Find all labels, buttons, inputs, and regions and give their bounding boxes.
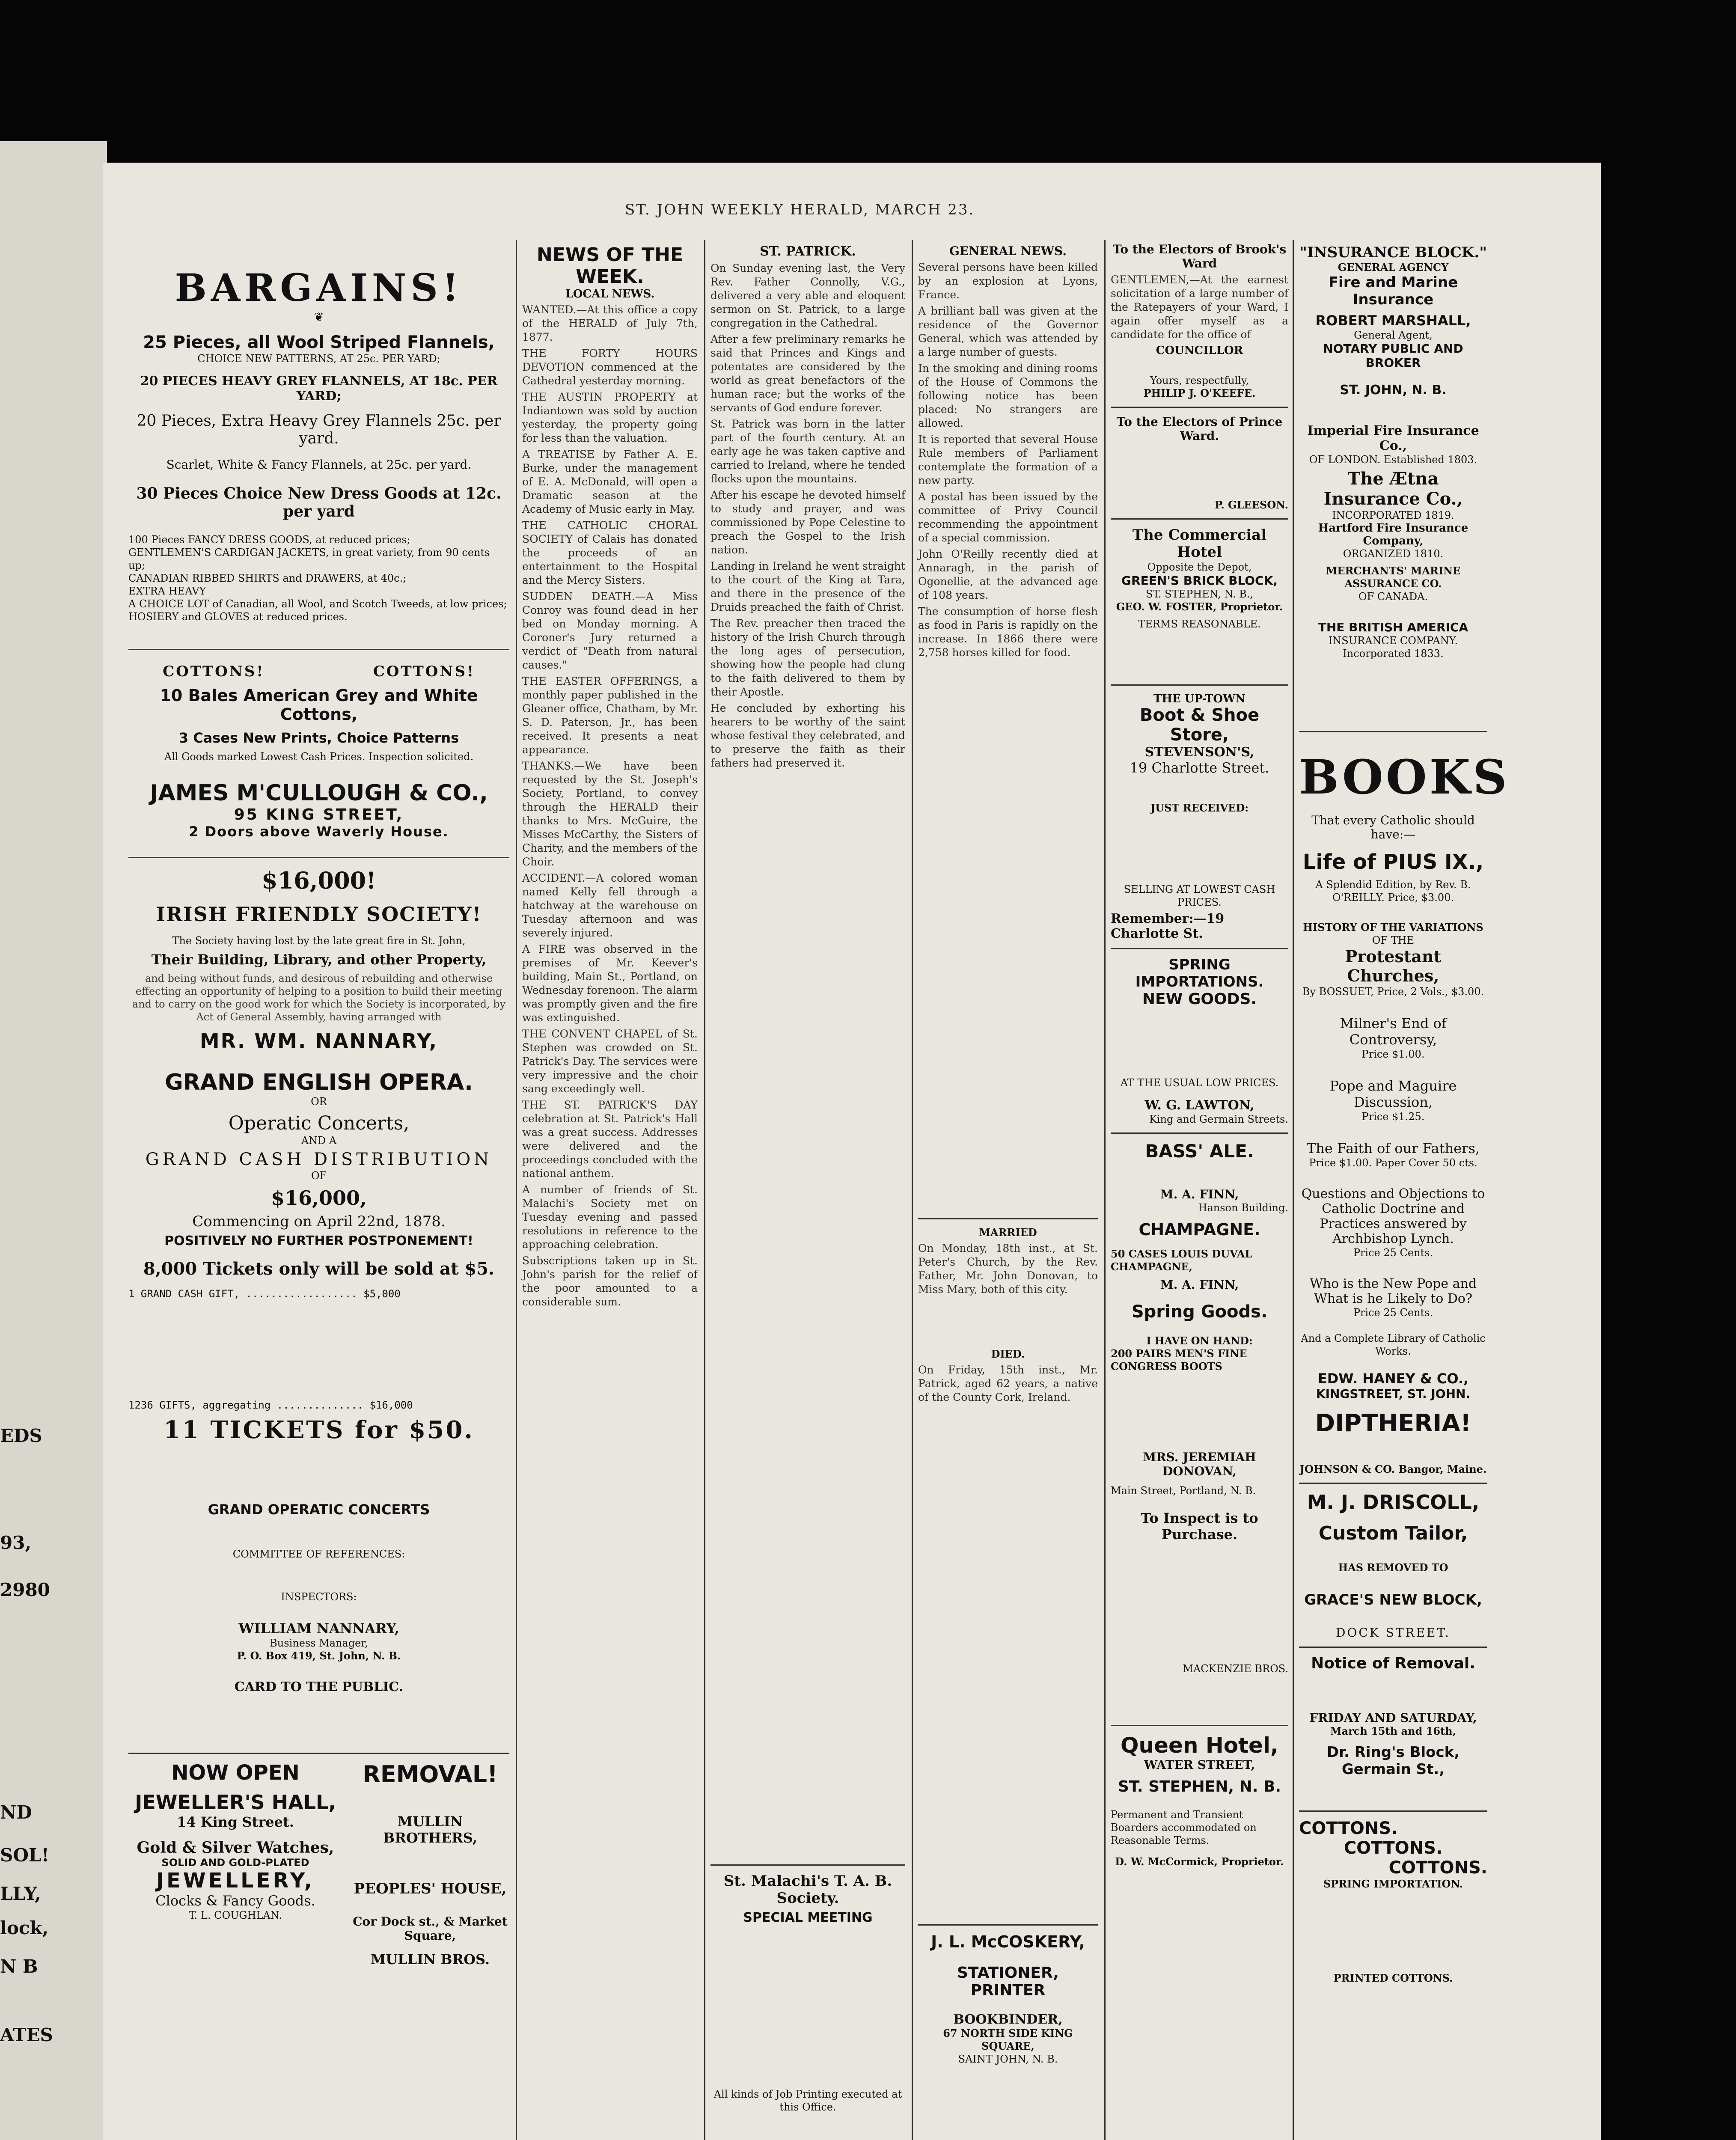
peoples-house: PEOPLES' HOUSE, <box>354 1880 507 1897</box>
news-paragraph: THANKS.—We have been requested by the St. Joseph's Society, Portland, to convey through the HERALD their thanks to Mrs. McGuire, the Misses McCarthy, the Sisters of Charity, and the members of the Choir. <box>522 760 698 868</box>
faith-fathers: The Faith of our Fathers, <box>1306 1140 1480 1156</box>
friday-saturday: FRIDAY AND SATURDAY, <box>1309 1711 1477 1725</box>
news-paragraph: Several persons have been killed by an explosion at Lyons, France. <box>918 261 1098 301</box>
concerts-title: Operatic Concerts, <box>228 1112 410 1134</box>
card-title: CARD TO THE PUBLIC. <box>234 1679 404 1694</box>
diptheria: DIPTHERIA! <box>1315 1409 1471 1437</box>
spring-importation: SPRING IMPORTATION. <box>1323 1878 1463 1890</box>
merchant-doors: 2 Doors above Waverly House. <box>189 823 449 840</box>
article-paragraph: After his escape he devoted himself to study and prayer, and was commissioned by Pope Celestine to preach the Gospel to the Irish nation. <box>710 489 905 556</box>
nannary-name: MR. WM. NANNARY, <box>199 1029 438 1052</box>
of-the: OF THE <box>1372 934 1415 946</box>
notary-public: NOTARY PUBLIC AND BROKER <box>1323 342 1463 370</box>
ad-line: 100 Pieces FANCY DRESS GOODS, at reduced prices; <box>128 534 410 546</box>
society-title: IRISH FRIENDLY SOCIETY! <box>156 903 482 926</box>
jewellers-street: 14 King Street. <box>177 1814 294 1830</box>
job-printing: All kinds of Job Printing executed at this Office. <box>713 2088 902 2113</box>
ad-line: 30 Pieces Choice New Dress Goods at 12c. per yard <box>136 484 502 520</box>
new-goods: NEW GOODS. <box>1142 990 1257 1008</box>
news-paragraph: SUDDEN DEATH.—A Miss Conroy was found dead in her bed on Monday morning. A Coroner's Jury returned a verdict of "Death from natural causes." <box>522 590 698 671</box>
charlotte-street: 19 Charlotte Street. <box>1130 760 1269 776</box>
have-on-hand: I HAVE ON HAND: <box>1146 1335 1253 1347</box>
electors-text: GENTLEMEN,—At the earnest solicitation of a large number of the Ratepayers of your Ward, I again offer myself as a candidate for the office of <box>1111 273 1288 341</box>
haney-name: EDW. HANEY & CO., <box>1317 1370 1469 1387</box>
lawton: W. G. LAWTON, <box>1144 1098 1254 1113</box>
news-paragraph: THE ST. PATRICK'S DAY celebration at St. Patrick's Hall was a great success. Addresses were delivered and the proceedings concluded with the national anthem. <box>522 1099 698 1180</box>
tickets-eleven: 11 TICKETS for $50. <box>163 1416 474 1444</box>
news-paragraph: A TREATISE by Father A. E. Burke, under the management of E. A. McDonald, will open a Dramatic season at the Academy of Music early in May. <box>522 448 698 515</box>
complete-library: And a Complete Library of Catholic Works. <box>1301 1332 1486 1357</box>
ad-line: HOSIERY and GLOVES at reduced prices. <box>128 611 348 623</box>
boot-shoe-store: Boot & Shoe Store, <box>1139 705 1260 745</box>
hotel-town: ST. STEPHEN, N. B., <box>1145 588 1254 600</box>
british-incorporated: INSURANCE COMPANY. Incorporated 1833. <box>1328 635 1458 660</box>
hotel-terms: TERMS REASONABLE. <box>1138 618 1261 630</box>
or-text: OR <box>311 1096 327 1108</box>
column-insurance-books <box>1299 240 1510 2140</box>
johnson-co: JOHNSON & CO. Bangor, Maine. <box>1299 1463 1487 1475</box>
imperial-london: OF LONDON. Established 1803. <box>1309 454 1477 466</box>
news-subtitle: LOCAL NEWS. <box>565 288 655 300</box>
manager-name: WILLIAM NANNARY, <box>238 1620 399 1637</box>
news-paragraph: THE CATHOLIC CHORAL SOCIETY of Calais has donated the proceeds of an entertainment to the Hospital and the Mercy Sisters. <box>522 519 698 586</box>
jeweller-name: T. L. COUGHLAN. <box>189 1909 282 1921</box>
stationer-city: SAINT JOHN, N. B. <box>958 2053 1058 2065</box>
commencing-date: Commencing on April 22nd, 1878. <box>192 1213 446 1230</box>
fragment-text: 2980 <box>0 1579 50 1600</box>
queen-hotel: Queen Hotel, <box>1120 1733 1279 1758</box>
news-paragraph: THE EASTER OFFERINGS, a monthly paper published in the Gleaner office, Chatham, by Mr. S. D. Paterson, Jr., has been received. It presents a neat appearance. <box>522 675 698 756</box>
electors-title: To the Electors of Brook's Ward <box>1112 242 1287 270</box>
councillor: COUNCILLOR <box>1156 344 1243 357</box>
died-title: DIED. <box>991 1348 1025 1360</box>
column-general-news <box>918 240 1098 2140</box>
now-open: NOW OPEN <box>171 1761 300 1785</box>
stationer-title: STATIONER, PRINTER <box>957 1964 1059 1999</box>
stationer-address: 67 NORTH SIDE KING SQUARE, <box>943 2027 1073 2052</box>
news-paragraph: Subscriptions taken up in St. John's parish for the relief of the poor amounted to a considerable sum. <box>522 1254 698 1308</box>
married-notice: On Monday, 18th inst., at St. Peter's Church, by the Rev. Father, Mr. John Donovan, to Miss Mary, both of this city. <box>918 1242 1098 1296</box>
column-rule <box>1293 240 1294 2140</box>
ring-block: Dr. Ring's Block, Germain St., <box>1326 1744 1460 1778</box>
mullin-bros: MULLIN BROS. <box>370 1951 490 1968</box>
column-st-patrick <box>710 240 905 2140</box>
news-paragraph: A FIRE was observed in the premises of Mr. Keever's building, Main St., Portland, on Wednesday forenoon. The alarm was promptly given and the fire was extinguished. <box>522 943 698 1024</box>
jewellers-hall: JEWELLER'S HALL, <box>135 1791 336 1814</box>
electors-title-2: To the Electors of Prince Ward. <box>1116 415 1283 443</box>
manager-title: Business Manager, <box>270 1637 368 1649</box>
inspectors-title: INSPECTORS: <box>281 1591 357 1603</box>
driscoll-name: M. J. DRISCOLL, <box>1307 1491 1480 1514</box>
column-advertisements: BARGAINS! ❦ 25 Pieces, all Wool Striped Flannels, CHOICE NEW PATTERNS, AT 25c. PER YARD; 20 PIECES HEAVY GREY FLANNELS, AT 18c. PER YARD; 20 Pieces, Extra Heavy Grey Flannels 25c. per yard. Scarlet, White & Fancy Flannels, at 25c. per yard. 30 Pieces Choice New Dress Goods at 12c. per yard 100 Pieces FANCY DRESS GOODS, at reduced prices; GENTLEMEN'S CARDIGAN JACKETS, in great variety, from 90 cents up; CANADIAN RIBBED SHIRTS and DRAWERS, at 40c.; EXTRA HEAVY A CHOICE LOT of Canadian, all Wool, and Scotch Tweeds, at low prices; HOSIERY and GLOVES at reduced prices. COTTONS! COTTONS! 10 Bales American Grey and White Cottons, 3 Cases New Prints, Choice Patterns All Goods marked Lowest Cash Prices. Inspection solicited. JAMES M'CULLOUGH & CO., 95 KING STREET, 2 Doors above Waverly House. $16,000! IRISH FRIENDLY SOCIETY! The Society having lost by the late great fire in St. John, Their Building, Library, and other Property, and being without funds, and desirous of rebuilding and otherwise effecting an opportunity of helping to a position to build their meeting and to carry on the good work for which the Society is incorporated, by Act of General Assembly, having arranged with MR. WM. NANNARY, GRAND ENGLISH OPERA. OR Operatic Concerts, AND A GRAND CASH DISTRIBUTION OF $16,000, Commencing on April 22nd, 1878. POSITIVELY NO FURTHER POSTPONEMENT! 8,000 Tickets only will be sold at $5. 1 GRAND CASH GIFT, .................. $5,000 1236 GIFTS, aggregating .............. $16,000 11 TICKETS for $50. GRAND OPERATIC CONCERTS COMMITTEE OF REFERENCES: INSPECTORS: WILLIAM NANNARY, Business Manager, P. O. Box 419, St. John, N. B. CARD TO THE PUBLIC. NOW OPEN JEWELLER'S HALL, 14 King Street. Gold & Silver Watches, SOLID AND GOLD-PLATED JEWELLERY, Clocks & Fancy Goods. T. L. COUGHLAN. REMOVAL! MULLIN BROTHERS, PEOPLES' HOUSE, Cor Dock st., & Market Square, MULLIN BROS. <box>128 240 509 2140</box>
article-paragraph: Landing in Ireland he went straight to the court of the King at Tara, and there in the presence of the Druids preached the faith of Christ. <box>710 560 905 613</box>
spring-importations: SPRING IMPORTATIONS. <box>1135 956 1264 990</box>
just-received: JUST RECEIVED: <box>1150 802 1249 814</box>
pope-maguire: Pope and Maguire Discussion, <box>1329 1078 1457 1110</box>
general-agency: GENERAL AGENCY <box>1338 261 1449 273</box>
merchant-street: 95 KING STREET, <box>234 806 404 823</box>
society-text: The Society having lost by the late great fire in St. John, <box>172 935 466 947</box>
custom-tailor: Custom Tailor, <box>1318 1522 1468 1544</box>
who-new-pope: Who is the New Pope and What is he Likely to Do? <box>1309 1276 1477 1306</box>
tickets-line: 8,000 Tickets only will be sold at $5. <box>143 1259 495 1279</box>
cottons-1: COTTONS. <box>1299 1819 1398 1838</box>
watches: Gold & Silver Watches, <box>137 1839 334 1857</box>
insurance-block: "INSURANCE BLOCK." <box>1299 244 1487 261</box>
news-paragraph: John O'Reilly recently died at Annaragh, in the parish of Ogonellie, at the advanced age of 108 years. <box>918 548 1098 601</box>
special-meeting: SPECIAL MEETING <box>743 1910 873 1925</box>
article-paragraph: St. Patrick was born in the latter part of the fourth century. At an early age he was taken captive and carried to Ireland, where he tended flocks upon the mountains. <box>710 418 905 485</box>
of-text: OF <box>311 1170 327 1182</box>
finn-address: Hanson Building. <box>1198 1202 1288 1214</box>
champagne: CHAMPAGNE. <box>1139 1220 1260 1239</box>
jewellery: JEWELLERY, <box>156 1869 315 1893</box>
queen-town: ST. STEPHEN, N. B. <box>1118 1778 1281 1795</box>
cottons-3: COTTONS. <box>1388 1858 1487 1878</box>
remember-address: Remember:—19 Charlotte St. <box>1111 911 1225 941</box>
gift-row: 1 GRAND CASH GIFT, .................. $5,000 <box>128 1288 401 1300</box>
amount: $16,000! <box>262 867 376 894</box>
general-news-title: GENERAL NEWS. <box>949 244 1067 258</box>
fragment-text: lock, <box>0 1917 49 1938</box>
fragment-text: ATES <box>0 2024 53 2045</box>
ad-line: Scarlet, White & Fancy Flannels, at 25c. per yard. <box>166 458 472 472</box>
st-malachi-title: St. Malachi's T. A. B. Society. <box>723 1872 892 1907</box>
lawton-address: King and Germain Streets. <box>1149 1113 1288 1125</box>
removal-title: REMOVAL! <box>363 1761 498 1788</box>
haney-address: KINGSTREET, ST. JOHN. <box>1316 1387 1471 1401</box>
ad-line: EXTRA HEAVY <box>128 585 206 597</box>
stevensons: STEVENSON'S, <box>1144 745 1254 760</box>
hotel-block: GREEN'S BRICK BLOCK, <box>1121 574 1278 588</box>
hotel-name: The Commercial Hotel <box>1132 526 1267 561</box>
news-paragraph: THE CONVENT CHAPEL of St. Stephen was crowded on St. Patrick's Day. The services were very impressive and the choir sang exceedingly well. <box>522 1028 698 1095</box>
milner-price: Price $1.00. <box>1361 1048 1425 1060</box>
clocks: Clocks & Fancy Goods. <box>155 1893 315 1909</box>
queen-proprietor: D. W. McCormick, Proprietor. <box>1115 1855 1284 1868</box>
column-rule <box>516 240 517 2140</box>
committee-title: COMMITTEE OF REFERENCES: <box>232 1548 405 1560</box>
hotel-proprietor: GEO. W. FOSTER, Proprietor. <box>1116 600 1283 613</box>
mackenzie-bros: MACKENZIE BROS. <box>1183 1663 1288 1675</box>
printed-cottons: PRINTED COTTONS. <box>1333 1972 1453 1984</box>
books-title: BOOKS <box>1299 749 1510 805</box>
ad-line: 25 Pieces, all Wool Striped Flannels, <box>143 333 495 352</box>
article-paragraph: On Sunday evening last, the Very Rev. Father Connolly, V.G., delivered a very able and eloquent sermon on St. Patrick, to a large congregation in the Cathedral. <box>710 262 905 329</box>
pope-price: Price $1.25. <box>1361 1111 1425 1123</box>
faith-price: Price $1.00. Paper Cover 50 cts. <box>1309 1157 1477 1169</box>
march-dates: March 15th and 16th, <box>1330 1725 1456 1737</box>
finn-name: M. A. FINN, <box>1160 1187 1239 1201</box>
mullin-brothers: MULLIN BROTHERS, <box>383 1813 477 1846</box>
aetna-incorporated: INCORPORATED 1819. <box>1332 509 1454 521</box>
general-agent: General Agent, <box>1354 329 1433 341</box>
british-america: THE BRITISH AMERICA <box>1318 620 1468 634</box>
signature-line: Yours, respectfully, <box>1150 374 1249 386</box>
news-paragraph: ACCIDENT.—A colored woman named Kelly fell through a hatchway at the warehouse on Tuesday afternoon and was severely injured. <box>522 872 698 939</box>
death-notice: On Friday, 15th inst., Mr. Patrick, aged 62 years, a native of the County Cork, Ireland. <box>918 1364 1098 1403</box>
news-paragraph: THE FORTY HOURS DEVOTION commenced at the Cathedral yesterday morning. <box>522 347 698 387</box>
pius-edition: A Splendid Edition, by Rev. B. O'REILLY. Price, $3.00. <box>1315 879 1471 904</box>
bookbinder: BOOKBINDER, <box>953 2012 1063 2027</box>
history-variations: HISTORY OF THE VARIATIONS <box>1303 921 1483 933</box>
fire-marine: Fire and Marine Insurance <box>1328 274 1458 308</box>
society-small: and being without funds, and desirous of rebuilding and otherwise effecting an opportunity of helping to a position to build their meeting and to carry on the good work for which the Society is incorporated, by Act of General Assembly, having arranged with <box>132 972 506 1023</box>
pairs-line: 200 PAIRS MEN'S FINE CONGRESS BOOTS <box>1111 1347 1247 1373</box>
stationer-name: J. L. McCOSKERY, <box>931 1932 1085 1951</box>
column-rule <box>704 240 705 2140</box>
ad-line: 20 PIECES HEAVY GREY FLANNELS, AT 18c. PER YARD; <box>140 374 498 404</box>
bass-ale: BASS' ALE. <box>1145 1141 1254 1162</box>
news-paragraph: It is reported that several House Rule members of Parliament contemplate the formation of a new party. <box>918 433 1098 487</box>
news-paragraph: In the smoking and dining rooms of the House of Commons the following notice has been placed: No strangers are allowed. <box>918 362 1098 429</box>
spring-goods: Spring Goods. <box>1131 1302 1268 1322</box>
news-paragraph: A number of friends of St. Malachi's Society met on Tuesday evening and passed resolutions in reference to the approaching celebration. <box>522 1183 698 1251</box>
finn-name-2: M. A. FINN, <box>1160 1278 1239 1292</box>
article-paragraph: He concluded by exhorting his hearers to be worthy of the saint whose festival they celebrated, and to preserve the faith as their fathers had preserved it. <box>710 702 905 769</box>
plated: SOLID AND GOLD-PLATED <box>161 1857 309 1869</box>
dock-street: DOCK STREET. <box>1336 1626 1451 1640</box>
aetna-insurance: The Ætna Insurance Co., <box>1323 469 1463 509</box>
marshall-name: ROBERT MARSHALL, <box>1315 312 1471 329</box>
selling-prices: SELLING AT LOWEST CASH PRICES. <box>1124 883 1275 908</box>
champagne-cases: 50 CASES LOUIS DUVAL CHAMPAGNE, <box>1111 1248 1252 1273</box>
page-header: ST. JOHN WEEKLY HERALD, MARCH 23. <box>625 201 975 218</box>
merchant-name: JAMES M'CULLOUGH & CO., <box>150 780 488 806</box>
fragment-text: 93, <box>0 1532 32 1553</box>
of-canada: OF CANADA. <box>1358 591 1428 603</box>
article-paragraph: After a few preliminary remarks he said that Princes and Kings and potentates are considered by the world as great benefactors of the human race; but the works of the servants of God endure forever. <box>710 333 905 414</box>
fragment-text: SOL! <box>0 1845 49 1866</box>
donovan-name: MRS. JEREMIAH DONOVAN, <box>1143 1450 1256 1478</box>
news-paragraph: The consumption of horse flesh as food in Paris is rapidly on the increase. In 1866 there were 2,758 horses killed for food. <box>918 605 1098 659</box>
dock-square: Cor Dock st., & Market Square, <box>353 1914 508 1943</box>
graces-block: GRACE'S NEW BLOCK, <box>1304 1591 1482 1608</box>
gift-total: 1236 GIFTS, aggregating .............. $16,000 <box>128 1399 413 1411</box>
fragment-text: EDS <box>0 1425 42 1446</box>
bargains-title: BARGAINS! <box>175 265 463 310</box>
column-rule <box>1104 240 1106 2140</box>
has-removed: HAS REMOVED TO <box>1338 1561 1448 1574</box>
previous-page-edge <box>0 141 107 2140</box>
donovan-address: Main Street, Portland, N. B. <box>1111 1485 1256 1497</box>
ad-line: All Goods marked Lowest Cash Prices. Inspection solicited. <box>164 751 474 763</box>
fragment-text: LLY, <box>0 1883 41 1904</box>
column-news <box>522 240 698 2140</box>
cottons-title: COTTONS! COTTONS! <box>163 663 475 680</box>
who-price: Price 25 Cents. <box>1353 1307 1433 1319</box>
news-paragraph: WANTED.—At this office a copy of the HERALD of July 7th, 1877. <box>522 303 698 343</box>
every-catholic: That every Catholic should have:— <box>1311 813 1475 841</box>
candidate-name: PHILIP J. O'KEEFE. <box>1143 387 1256 399</box>
news-title: NEWS OF THE WEEK. <box>536 244 684 288</box>
usual-prices: AT THE USUAL LOW PRICES. <box>1120 1077 1279 1089</box>
news-paragraph: A postal has been issued by the committee of Privy Council recommending the appointment of a special commission. <box>918 490 1098 544</box>
inspect-title: To Inspect is to Purchase. <box>1141 1510 1258 1543</box>
st-patrick-title: ST. PATRICK. <box>760 244 856 259</box>
hartford-organized: ORGANIZED 1810. <box>1343 548 1444 560</box>
notice-removal: Notice of Removal. <box>1311 1655 1475 1672</box>
cottons-2: COTTONS. <box>1344 1838 1443 1858</box>
and-text: AND A <box>301 1135 337 1147</box>
column-local-ads <box>1111 240 1288 2140</box>
married-title: MARRIED <box>979 1226 1037 1239</box>
postponement: POSITIVELY NO FURTHER POSTPONEMENT! <box>164 1233 473 1248</box>
fragment-text: N B <box>0 1956 38 1977</box>
manager-address: P. O. Box 419, St. John, N. B. <box>237 1650 401 1662</box>
protestant-churches: Protestant Churches, <box>1345 947 1442 985</box>
bossuet: By BOSSUET, Price, 2 Vols., $3.00. <box>1302 986 1484 998</box>
ad-line: CANADIAN RIBBED SHIRTS and DRAWERS, at 40c.; <box>128 572 407 584</box>
news-paragraph: THE AUSTIN PROPERTY at Indiantown was sold by auction yesterday, the property going for less than the valuation. <box>522 391 698 444</box>
merchants-marine: MERCHANTS' MARINE ASSURANCE CO. <box>1326 565 1461 590</box>
fragment-text: ND <box>0 1802 32 1823</box>
article-paragraph: The Rev. preacher then traced the history of the Irish Church through the long ages of persecution, showing how the people had clung to the faith delivered to them by their Apostle. <box>710 617 905 698</box>
ad-line: 10 Bales American Grey and White Cottons, <box>160 686 478 724</box>
uptown: THE UP-TOWN <box>1153 693 1246 705</box>
hartford-fire: Hartford Fire Insurance Company, <box>1318 522 1468 547</box>
ad-line: CHOICE NEW PATTERNS, AT 25c. PER YARD; <box>197 353 440 365</box>
queen-street: WATER STREET, <box>1144 1758 1255 1772</box>
operatic-concerts: GRAND OPERATIC CONCERTS <box>208 1501 430 1518</box>
society-line: Their Building, Library, and other Property, <box>151 951 487 968</box>
candidate-name-2: P. GLEESON. <box>1215 499 1288 511</box>
column-rule <box>912 240 913 2140</box>
ad-line: GENTLEMEN'S CARDIGAN JACKETS, in great variety, from 90 cents up; <box>128 547 490 571</box>
hotel-location: Opposite the Depot, <box>1147 561 1252 573</box>
amount-2: $16,000, <box>271 1186 367 1210</box>
ad-line: 20 Pieces, Extra Heavy Grey Flannels 25c. per yard. <box>137 412 501 447</box>
milner: Milner's End of Controversy, <box>1340 1015 1447 1048</box>
queen-boarders: Permanent and Transient Boarders accommodated on Reasonable Terms. <box>1111 1809 1257 1846</box>
news-paragraph: A brilliant ball was given at the residence of the Governor General, which was attended by a large number of guests. <box>918 305 1098 358</box>
questions-price: Price 25 Cents. <box>1353 1247 1433 1259</box>
ad-line: 3 Cases New Prints, Choice Patterns <box>178 730 459 746</box>
questions-objections: Questions and Objections to Catholic Doctrine and Practices answered by Archbishop Lynch. <box>1301 1186 1485 1246</box>
opera-title: GRAND ENGLISH OPERA. <box>165 1070 473 1095</box>
st-john: ST. JOHN, N. B. <box>1340 383 1447 398</box>
distribution-title: GRAND CASH DISTRIBUTION <box>145 1150 493 1169</box>
pius-ix: Life of PIUS IX., <box>1302 850 1484 874</box>
imperial-fire: Imperial Fire Insurance Co., <box>1307 423 1479 453</box>
ad-line: A CHOICE LOT of Canadian, all Wool, and Scotch Tweeds, at low prices; <box>128 598 507 610</box>
